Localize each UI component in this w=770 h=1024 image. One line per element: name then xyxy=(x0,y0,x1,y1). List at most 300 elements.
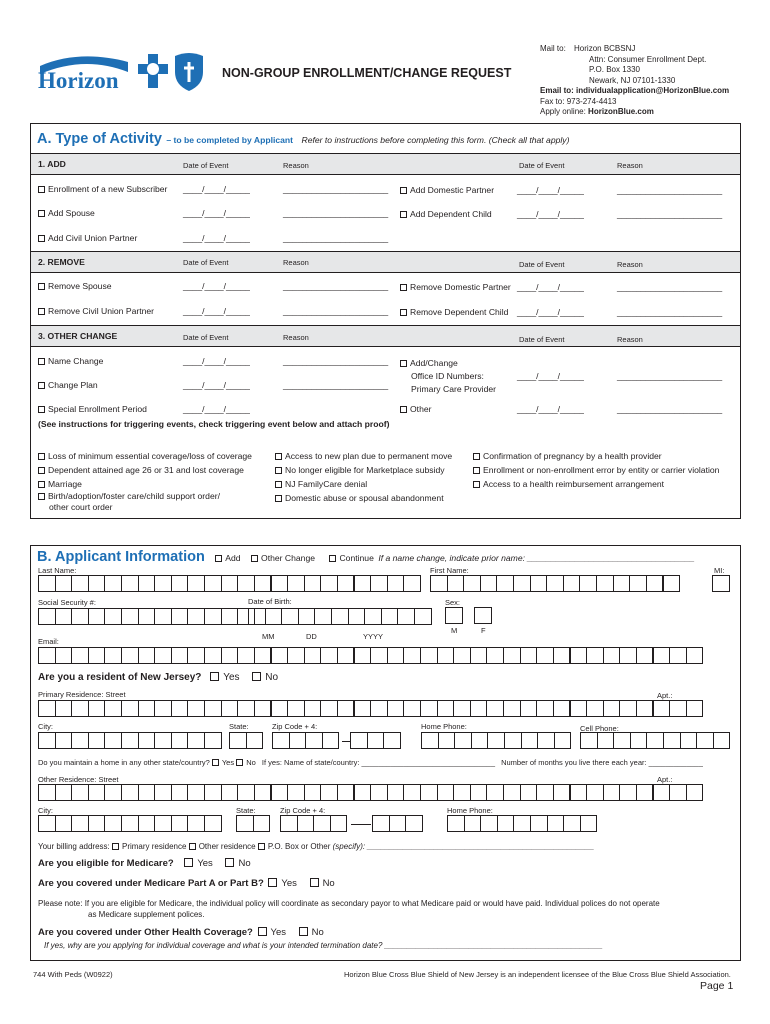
input-cell[interactable] xyxy=(586,784,604,801)
input-cell[interactable] xyxy=(530,575,548,592)
input-cell[interactable] xyxy=(121,575,139,592)
input-cell[interactable] xyxy=(372,815,390,832)
input-cell[interactable] xyxy=(486,700,504,717)
input-cell[interactable] xyxy=(138,575,156,592)
input-cell[interactable] xyxy=(154,815,172,832)
input-cell[interactable] xyxy=(646,575,664,592)
input-cell[interactable] xyxy=(138,608,156,625)
input-cell[interactable] xyxy=(470,700,488,717)
checkbox[interactable] xyxy=(275,467,282,474)
if-yes-state[interactable]: If yes: Name of state/country: ________________________________ xyxy=(261,758,495,767)
checkbox[interactable] xyxy=(38,406,45,413)
reason-blank[interactable]: ______________________ xyxy=(617,404,723,414)
input-cell[interactable] xyxy=(570,784,588,801)
input-cell[interactable] xyxy=(437,784,455,801)
city-boxes[interactable] xyxy=(38,732,221,749)
input-cell[interactable] xyxy=(138,815,156,832)
state-boxes[interactable] xyxy=(229,732,262,749)
input-cell[interactable] xyxy=(420,700,438,717)
input-cell[interactable] xyxy=(389,815,407,832)
checkbox[interactable] xyxy=(38,467,45,474)
input-cell[interactable] xyxy=(204,815,222,832)
input-cell[interactable] xyxy=(204,575,222,592)
reason-blank[interactable]: ______________________ xyxy=(283,356,389,366)
input-cell[interactable] xyxy=(237,700,255,717)
checkbox[interactable] xyxy=(38,453,45,460)
other-coverage-yes[interactable] xyxy=(258,927,287,938)
other-item-2[interactable] xyxy=(38,404,147,414)
input-cell[interactable] xyxy=(354,575,372,592)
input-cell[interactable] xyxy=(420,784,438,801)
input-cell[interactable] xyxy=(537,732,555,749)
checkbox[interactable] xyxy=(400,309,407,316)
checkbox[interactable] xyxy=(38,493,45,500)
input-cell[interactable] xyxy=(486,647,504,664)
input-cell[interactable] xyxy=(337,700,355,717)
checkbox[interactable] xyxy=(473,467,480,474)
input-cell[interactable] xyxy=(38,647,56,664)
input-cell[interactable] xyxy=(254,647,272,664)
date-blank[interactable]: ____/____/_____ xyxy=(183,404,250,414)
input-cell[interactable] xyxy=(397,608,415,625)
input-cell[interactable] xyxy=(71,732,89,749)
input-cell[interactable] xyxy=(55,784,73,801)
last-name-boxes[interactable] xyxy=(38,575,420,592)
input-cell[interactable] xyxy=(470,784,488,801)
input-cell[interactable] xyxy=(281,608,299,625)
input-cell[interactable] xyxy=(464,815,482,832)
other-coverage-note[interactable]: If yes, why are you applying for individual coverage and what is your intended termination date? _________________________________________________ xyxy=(44,941,603,950)
input-cell[interactable] xyxy=(55,608,73,625)
input-cell[interactable] xyxy=(271,575,289,592)
input-cell[interactable] xyxy=(154,732,172,749)
date-blank[interactable]: ____/____/_____ xyxy=(517,404,584,414)
other-item-1[interactable] xyxy=(38,380,98,390)
input-cell[interactable] xyxy=(663,732,681,749)
input-cell[interactable] xyxy=(536,647,554,664)
input-cell[interactable] xyxy=(370,647,388,664)
reason-blank[interactable]: ______________________ xyxy=(283,306,389,316)
date-blank[interactable]: ____/____/_____ xyxy=(183,380,250,390)
checkbox[interactable] xyxy=(251,555,258,562)
input-cell[interactable] xyxy=(503,647,521,664)
input-cell[interactable] xyxy=(171,815,189,832)
input-cell[interactable] xyxy=(38,732,56,749)
date-blank[interactable]: ____/____/_____ xyxy=(517,185,584,195)
input-cell[interactable] xyxy=(387,575,405,592)
input-cell[interactable] xyxy=(38,575,56,592)
input-cell[interactable] xyxy=(322,732,340,749)
zip4-boxes[interactable] xyxy=(350,732,400,749)
input-cell[interactable] xyxy=(686,700,704,717)
sex-m-box[interactable] xyxy=(445,607,462,624)
other-coverage-no[interactable] xyxy=(299,927,324,938)
apply-url[interactable]: HorizonBlue.com xyxy=(588,107,654,116)
input-cell[interactable] xyxy=(580,815,598,832)
input-cell[interactable] xyxy=(420,647,438,664)
input-cell[interactable] xyxy=(686,647,704,664)
input-cell[interactable] xyxy=(586,700,604,717)
input-cell[interactable] xyxy=(453,784,471,801)
input-cell[interactable] xyxy=(403,784,421,801)
input-cell[interactable] xyxy=(38,700,56,717)
nj-yes[interactable] xyxy=(210,672,239,683)
input-cell[interactable] xyxy=(480,815,498,832)
input-cell[interactable] xyxy=(71,647,89,664)
checkbox[interactable] xyxy=(275,453,282,460)
input-cell[interactable] xyxy=(387,784,405,801)
input-cell[interactable] xyxy=(154,784,172,801)
input-cell[interactable] xyxy=(221,647,239,664)
input-cell[interactable] xyxy=(354,647,372,664)
checkbox[interactable] xyxy=(184,858,193,867)
date-blank[interactable]: ____/____/_____ xyxy=(517,209,584,219)
input-cell[interactable] xyxy=(204,700,222,717)
input-cell[interactable] xyxy=(669,784,687,801)
input-cell[interactable] xyxy=(187,575,205,592)
checkbox[interactable] xyxy=(400,406,407,413)
input-cell[interactable] xyxy=(171,647,189,664)
checkbox[interactable] xyxy=(258,843,265,850)
input-cell[interactable] xyxy=(55,575,73,592)
input-cell[interactable] xyxy=(337,784,355,801)
reason-blank[interactable]: ______________________ xyxy=(617,185,723,195)
ssn-boxes[interactable] xyxy=(38,608,254,625)
reason-blank[interactable]: ______________________ xyxy=(617,307,723,317)
input-cell[interactable] xyxy=(88,784,106,801)
input-cell[interactable] xyxy=(619,647,637,664)
reason-blank[interactable]: ______________________ xyxy=(617,282,723,292)
checkbox[interactable] xyxy=(275,481,282,488)
input-cell[interactable] xyxy=(88,700,106,717)
input-cell[interactable] xyxy=(104,647,122,664)
input-cell[interactable] xyxy=(636,700,654,717)
remove-item-1[interactable] xyxy=(38,306,154,316)
input-cell[interactable] xyxy=(383,732,401,749)
input-cell[interactable] xyxy=(297,815,315,832)
email-boxes[interactable] xyxy=(38,647,702,664)
input-cell[interactable] xyxy=(370,700,388,717)
input-cell[interactable] xyxy=(138,700,156,717)
input-cell[interactable] xyxy=(104,608,122,625)
cell-phone-boxes[interactable] xyxy=(580,732,729,749)
input-cell[interactable] xyxy=(187,647,205,664)
remove-item-0[interactable] xyxy=(38,281,112,291)
input-cell[interactable] xyxy=(104,575,122,592)
input-cell[interactable] xyxy=(55,647,73,664)
input-cell[interactable] xyxy=(596,575,614,592)
reason-blank[interactable]: ______________________ xyxy=(283,281,389,291)
other-zip-boxes[interactable] xyxy=(280,815,346,832)
input-cell[interactable] xyxy=(553,784,571,801)
add-item-2[interactable] xyxy=(38,233,137,243)
input-cell[interactable] xyxy=(71,784,89,801)
input-cell[interactable] xyxy=(265,608,283,625)
input-cell[interactable] xyxy=(121,608,139,625)
input-cell[interactable] xyxy=(613,575,631,592)
input-cell[interactable] xyxy=(530,815,548,832)
input-cell[interactable] xyxy=(38,815,56,832)
add-right-1[interactable] xyxy=(400,209,492,219)
home-phone-boxes[interactable] xyxy=(421,732,570,749)
input-cell[interactable] xyxy=(221,784,239,801)
remove-right-1[interactable] xyxy=(400,307,508,317)
input-cell[interactable] xyxy=(280,815,298,832)
input-cell[interactable] xyxy=(603,647,621,664)
checkbox[interactable] xyxy=(329,555,336,562)
input-cell[interactable] xyxy=(370,784,388,801)
medicare-yes[interactable] xyxy=(184,858,213,869)
input-cell[interactable] xyxy=(154,575,172,592)
reason-blank[interactable]: ______________________ xyxy=(283,184,389,194)
input-cell[interactable] xyxy=(88,608,106,625)
input-cell[interactable] xyxy=(104,732,122,749)
input-cell[interactable] xyxy=(370,575,388,592)
input-cell[interactable] xyxy=(445,607,463,624)
input-cell[interactable] xyxy=(579,575,597,592)
input-cell[interactable] xyxy=(536,784,554,801)
input-cell[interactable] xyxy=(289,732,307,749)
sex-f-box[interactable] xyxy=(474,607,491,624)
input-cell[interactable] xyxy=(713,732,731,749)
input-cell[interactable] xyxy=(71,700,89,717)
checkbox[interactable] xyxy=(299,927,308,936)
input-cell[interactable] xyxy=(221,608,239,625)
input-cell[interactable] xyxy=(187,608,205,625)
medicare-no[interactable] xyxy=(225,858,250,869)
input-cell[interactable] xyxy=(88,575,106,592)
input-cell[interactable] xyxy=(520,647,538,664)
date-blank[interactable]: ____/____/_____ xyxy=(517,307,584,317)
first-name-boxes[interactable] xyxy=(430,575,679,592)
input-cell[interactable] xyxy=(712,575,730,592)
input-cell[interactable] xyxy=(304,700,322,717)
input-cell[interactable] xyxy=(563,575,581,592)
checkbox[interactable] xyxy=(258,927,267,936)
checkbox[interactable] xyxy=(215,555,222,562)
input-cell[interactable] xyxy=(187,700,205,717)
primary-street-boxes[interactable] xyxy=(38,700,702,717)
other-city-boxes[interactable] xyxy=(38,815,221,832)
input-cell[interactable] xyxy=(470,647,488,664)
other-home-phone-boxes[interactable] xyxy=(447,815,596,832)
input-cell[interactable] xyxy=(287,784,305,801)
input-cell[interactable] xyxy=(187,815,205,832)
input-cell[interactable] xyxy=(447,575,465,592)
input-cell[interactable] xyxy=(603,784,621,801)
input-cell[interactable] xyxy=(547,815,565,832)
checkbox[interactable] xyxy=(400,360,407,367)
input-cell[interactable] xyxy=(204,784,222,801)
input-cell[interactable] xyxy=(221,700,239,717)
input-cell[interactable] xyxy=(586,647,604,664)
input-cell[interactable] xyxy=(88,647,106,664)
input-cell[interactable] xyxy=(513,575,531,592)
input-cell[interactable] xyxy=(669,647,687,664)
date-blank[interactable]: ____/____/_____ xyxy=(517,282,584,292)
input-cell[interactable] xyxy=(563,815,581,832)
input-cell[interactable] xyxy=(597,732,615,749)
input-cell[interactable] xyxy=(403,647,421,664)
input-cell[interactable] xyxy=(503,784,521,801)
reason-blank[interactable]: ______________________ xyxy=(617,209,723,219)
input-cell[interactable] xyxy=(254,784,272,801)
input-cell[interactable] xyxy=(403,575,421,592)
input-cell[interactable] xyxy=(421,732,439,749)
input-cell[interactable] xyxy=(204,608,222,625)
other-zip4-boxes[interactable] xyxy=(372,815,422,832)
input-cell[interactable] xyxy=(553,647,571,664)
input-cell[interactable] xyxy=(305,732,323,749)
input-cell[interactable] xyxy=(669,700,687,717)
input-cell[interactable] xyxy=(663,575,681,592)
input-cell[interactable] xyxy=(320,575,338,592)
input-cell[interactable] xyxy=(154,700,172,717)
input-cell[interactable] xyxy=(204,647,222,664)
other-item-0[interactable] xyxy=(38,356,103,366)
input-cell[interactable] xyxy=(546,575,564,592)
input-cell[interactable] xyxy=(171,732,189,749)
checkbox[interactable] xyxy=(210,672,219,681)
input-cell[interactable] xyxy=(570,647,588,664)
input-cell[interactable] xyxy=(271,647,289,664)
input-cell[interactable] xyxy=(287,575,305,592)
checkbox[interactable] xyxy=(275,495,282,502)
dob-boxes[interactable] xyxy=(248,608,431,625)
input-cell[interactable] xyxy=(171,700,189,717)
checkbox[interactable] xyxy=(38,481,45,488)
months-per-year[interactable]: Number of months you live there each year: _____________ xyxy=(501,758,703,767)
input-cell[interactable] xyxy=(474,607,492,624)
checkbox[interactable] xyxy=(400,211,407,218)
input-cell[interactable] xyxy=(381,608,399,625)
input-cell[interactable] xyxy=(236,815,254,832)
date-blank[interactable]: ____/____/_____ xyxy=(183,306,250,316)
checkbox[interactable] xyxy=(400,187,407,194)
add-item-0[interactable] xyxy=(38,184,167,194)
input-cell[interactable] xyxy=(248,608,266,625)
checkbox[interactable] xyxy=(112,843,119,850)
input-cell[interactable] xyxy=(320,700,338,717)
input-cell[interactable] xyxy=(271,784,289,801)
medicare-ab-no[interactable] xyxy=(310,878,335,889)
input-cell[interactable] xyxy=(503,700,521,717)
input-cell[interactable] xyxy=(613,732,631,749)
input-cell[interactable] xyxy=(636,784,654,801)
input-cell[interactable] xyxy=(513,815,531,832)
input-cell[interactable] xyxy=(367,732,385,749)
input-cell[interactable] xyxy=(88,732,106,749)
input-cell[interactable] xyxy=(520,784,538,801)
input-cell[interactable] xyxy=(686,784,704,801)
input-cell[interactable] xyxy=(447,815,465,832)
zip-boxes[interactable] xyxy=(272,732,338,749)
checkbox[interactable] xyxy=(473,481,480,488)
date-blank[interactable]: ____/____/_____ xyxy=(183,233,250,243)
input-cell[interactable] xyxy=(405,815,423,832)
input-cell[interactable] xyxy=(320,784,338,801)
input-cell[interactable] xyxy=(331,608,349,625)
opt-add[interactable] xyxy=(215,553,240,563)
email-address[interactable]: individualapplication@HorizonBlue.com xyxy=(576,86,730,95)
input-cell[interactable] xyxy=(104,815,122,832)
input-cell[interactable] xyxy=(287,647,305,664)
input-cell[interactable] xyxy=(187,732,205,749)
mi-box[interactable] xyxy=(712,575,729,592)
input-cell[interactable] xyxy=(653,647,671,664)
input-cell[interactable] xyxy=(387,700,405,717)
input-cell[interactable] xyxy=(437,647,455,664)
input-cell[interactable] xyxy=(320,647,338,664)
input-cell[interactable] xyxy=(471,732,489,749)
input-cell[interactable] xyxy=(253,815,271,832)
checkbox[interactable] xyxy=(400,284,407,291)
input-cell[interactable] xyxy=(154,647,172,664)
input-cell[interactable] xyxy=(221,575,239,592)
input-cell[interactable] xyxy=(570,700,588,717)
input-cell[interactable] xyxy=(619,700,637,717)
input-cell[interactable] xyxy=(453,700,471,717)
input-cell[interactable] xyxy=(646,732,664,749)
input-cell[interactable] xyxy=(154,608,172,625)
checkbox[interactable] xyxy=(38,358,45,365)
input-cell[interactable] xyxy=(603,700,621,717)
input-cell[interactable] xyxy=(237,647,255,664)
other-street-boxes[interactable] xyxy=(38,784,702,801)
reason-blank[interactable]: ______________________ xyxy=(283,233,389,243)
input-cell[interactable] xyxy=(580,732,598,749)
checkbox[interactable] xyxy=(212,759,219,766)
reason-blank[interactable]: ______________________ xyxy=(283,208,389,218)
office-id-block[interactable] xyxy=(400,357,496,396)
reason-blank[interactable]: ______________________ xyxy=(283,380,389,390)
input-cell[interactable] xyxy=(387,647,405,664)
input-cell[interactable] xyxy=(121,700,139,717)
date-blank[interactable]: ____/____/_____ xyxy=(517,371,584,381)
billing-specify[interactable]: (specify): ___________________________________________________ xyxy=(332,842,595,851)
input-cell[interactable] xyxy=(354,784,372,801)
input-cell[interactable] xyxy=(187,784,205,801)
remove-right-0[interactable] xyxy=(400,282,511,292)
input-cell[interactable] xyxy=(138,784,156,801)
checkbox[interactable] xyxy=(310,878,319,887)
input-cell[interactable] xyxy=(496,575,514,592)
input-cell[interactable] xyxy=(487,732,505,749)
date-blank[interactable]: ____/____/_____ xyxy=(183,281,250,291)
input-cell[interactable] xyxy=(521,732,539,749)
add-right-0[interactable] xyxy=(400,185,494,195)
checkbox[interactable] xyxy=(252,672,261,681)
other-right[interactable] xyxy=(400,404,432,414)
input-cell[interactable] xyxy=(55,815,73,832)
input-cell[interactable] xyxy=(121,815,139,832)
input-cell[interactable] xyxy=(504,732,522,749)
input-cell[interactable] xyxy=(138,732,156,749)
input-cell[interactable] xyxy=(437,700,455,717)
input-cell[interactable] xyxy=(271,700,289,717)
input-cell[interactable] xyxy=(653,700,671,717)
input-cell[interactable] xyxy=(653,784,671,801)
checkbox[interactable] xyxy=(38,235,45,242)
input-cell[interactable] xyxy=(354,700,372,717)
input-cell[interactable] xyxy=(237,575,255,592)
input-cell[interactable] xyxy=(121,732,139,749)
input-cell[interactable] xyxy=(403,700,421,717)
input-cell[interactable] xyxy=(229,732,247,749)
input-cell[interactable] xyxy=(553,700,571,717)
checkbox[interactable] xyxy=(268,878,277,887)
input-cell[interactable] xyxy=(38,784,56,801)
